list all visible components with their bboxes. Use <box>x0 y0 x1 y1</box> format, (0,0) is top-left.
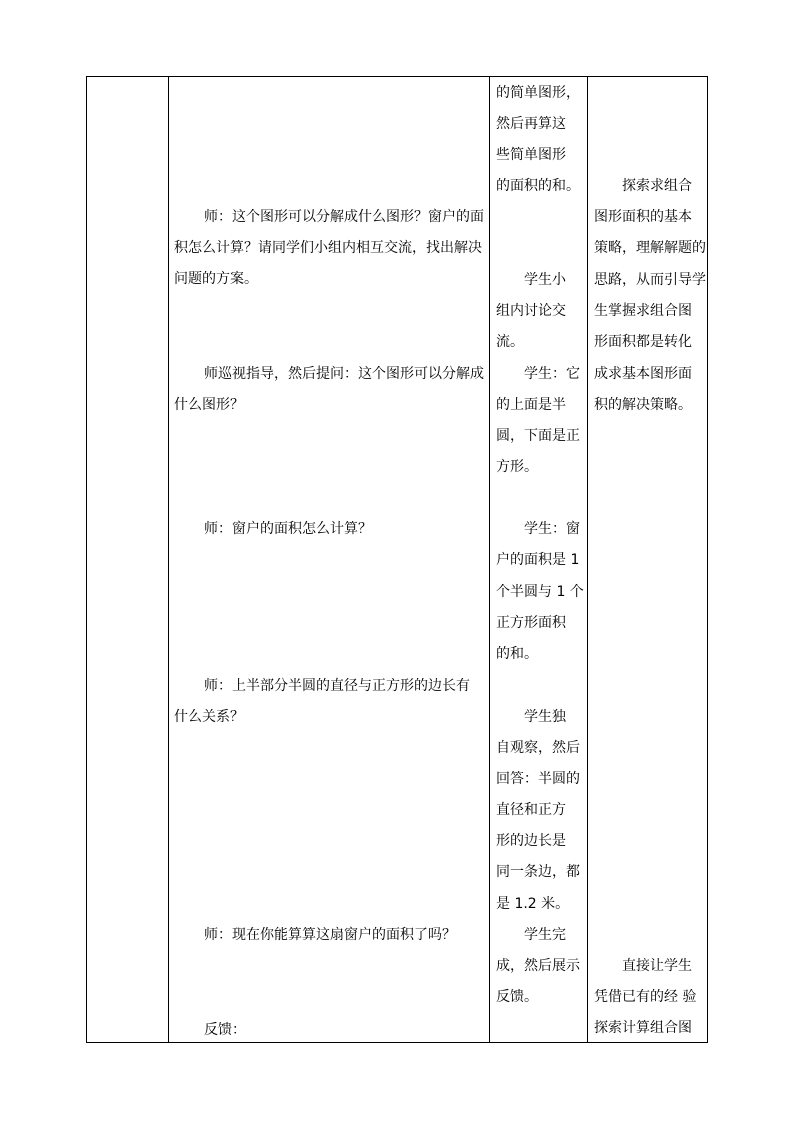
text-line: 直径和正方 <box>496 802 566 818</box>
text-line: 凭借已有的经 验 <box>594 989 697 1005</box>
column-divider <box>168 77 169 1042</box>
text-line: 个半圆与 1 个 <box>496 584 584 600</box>
text-line: 然后再算这 <box>496 116 566 132</box>
text-line: 自观察，然后 <box>496 740 580 756</box>
text-line: 回答：半圆的 <box>496 771 580 787</box>
text-line: 流。 <box>496 334 524 350</box>
text-line: 学生：窗 <box>524 521 580 537</box>
text-line: 形的边长是 <box>496 833 566 849</box>
text-line: 学生独 <box>524 709 566 725</box>
text-line: 的和。 <box>496 646 538 662</box>
text-line: 是 1.2 米。 <box>496 896 570 912</box>
text-line: 探索求组合 <box>622 178 692 194</box>
text-line: 户的面积是 1 <box>496 552 580 568</box>
text-line: 的面积的和。 <box>496 178 580 194</box>
text-line: 学生完 <box>524 927 566 943</box>
text-line: 生掌握求组合图 <box>594 303 692 319</box>
text-line: 师：这个图形可以分解成什么图形？窗户的面 <box>204 209 484 225</box>
text-line: 什么图形？ <box>174 397 244 413</box>
text-line: 学生：它 <box>524 366 580 382</box>
column-divider <box>489 77 490 1042</box>
text-line: 策略，理解解题的 <box>594 240 706 256</box>
text-line: 圆，下面是正 <box>496 428 580 444</box>
text-line: 师：窗户的面积怎么计算？ <box>204 521 372 537</box>
text-line: 组内讨论交 <box>496 303 566 319</box>
column-divider <box>587 77 588 1042</box>
text-line: 些简单图形 <box>496 147 566 163</box>
text-line: 正方形面积 <box>496 615 566 631</box>
text-line: 图形面积的基本 <box>594 209 692 225</box>
text-line: 反馈： <box>204 1022 246 1038</box>
text-line: 什么关系？ <box>174 709 244 725</box>
text-line: 方形。 <box>496 459 538 475</box>
text-line: 问题的方案。 <box>174 271 258 287</box>
text-line: 思路，从而引导学 <box>594 272 706 288</box>
text-line: 探索计算组合图 <box>594 1020 692 1036</box>
text-line: 成求基本图形面 <box>594 366 692 382</box>
text-line: 的简单图形， <box>496 85 580 101</box>
text-line: 师巡视指导，然后提问：这个图形可以分解成 <box>204 366 484 382</box>
text-line: 成，然后展示 <box>496 958 580 974</box>
text-line: 的上面是半 <box>496 397 566 413</box>
text-line: 学生小 <box>524 272 566 288</box>
text-line: 师：现在你能算算这扇窗户的面积了吗？ <box>204 927 456 943</box>
text-line: 形面积都是转化 <box>594 334 692 350</box>
text-line: 积的解决策略。 <box>594 397 692 413</box>
text-line: 反馈。 <box>496 989 538 1005</box>
text-line: 同一条边，都 <box>496 864 580 880</box>
text-line: 师：上半部分半圆的直径与正方形的边长有 <box>204 678 470 694</box>
text-line: 积怎么计算？请同学们小组内相互交流，找出解决 <box>174 240 482 256</box>
text-line: 直接让学生 <box>622 958 692 974</box>
